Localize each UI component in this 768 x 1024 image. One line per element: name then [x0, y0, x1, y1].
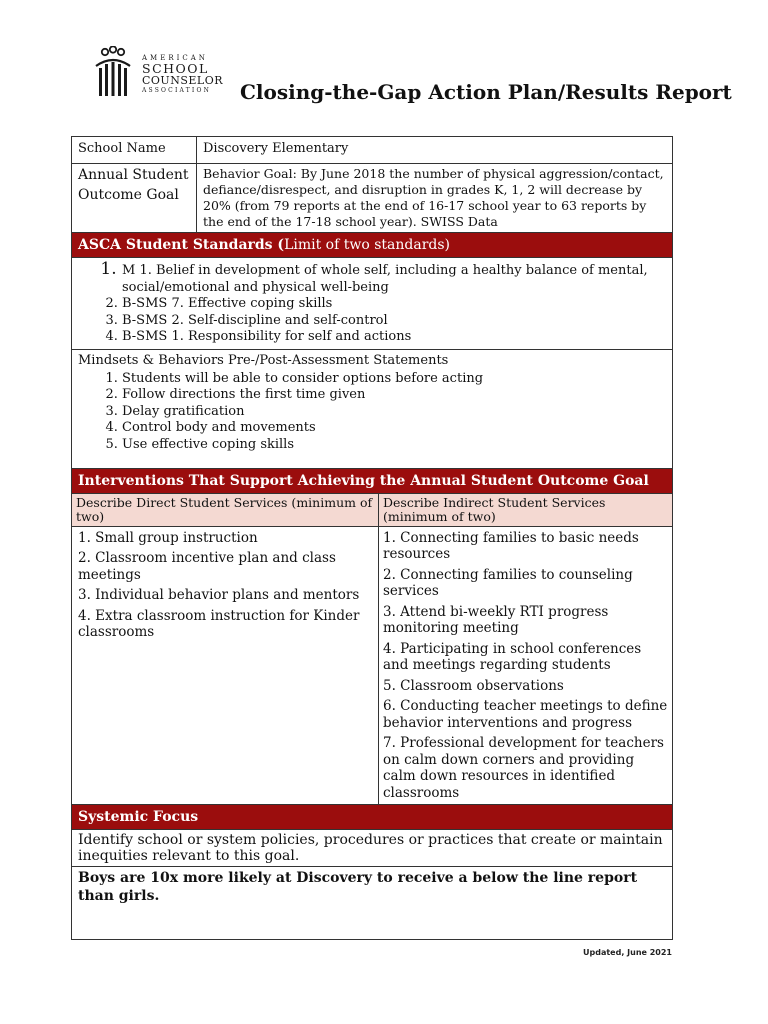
mindsets-row — [72, 349, 673, 468]
list-item: 1. Students will be able to consider options before acting — [122, 371, 666, 388]
updated-date: Updated, June 2021 — [583, 948, 672, 957]
systemic-answer-row — [72, 867, 673, 940]
list-item: 2. B-SMS 7. Effective coping skills — [122, 296, 666, 313]
list-item: 1. Small group instruction — [78, 529, 258, 546]
mindsets-list — [78, 371, 666, 454]
list-item: 1. M 1. Belief in development of whole self, including a healthy balance of mental, social/emotional and physical well-being — [122, 261, 666, 296]
standards-row — [72, 258, 673, 350]
list-item: 2. Connecting families to counseling services — [383, 566, 633, 599]
indirect-services-label: Describe Indirect Student Services (minimum of two) — [379, 493, 673, 526]
goal-value: Behavior Goal: By June 2018 the number of physical aggression/contact, defiance/disrespect, and disruption in grades K, 1, 2 will decrease by 20% (from 79 reports at the end of 16-17 school year to 63 reports by the end of the 17-18 school year). SWISS Data — [197, 164, 673, 233]
systemic-prompt-row — [72, 830, 673, 867]
document-header — [88, 44, 732, 104]
mindsets-cell — [72, 349, 673, 468]
indirect-services-cell — [379, 526, 673, 805]
standards-list — [78, 261, 666, 346]
asca-logo-icon — [94, 46, 132, 100]
list-item: 3. Individual behavior plans and mentors — [78, 587, 360, 603]
logo-line-american: AMERICAN — [142, 54, 208, 62]
list-item: 5. Use effective coping skills — [122, 437, 666, 454]
list-item: 4. Control body and movements — [122, 420, 666, 437]
list-item: 4. Participating in school conferences and meetings regarding students — [383, 640, 642, 673]
direct-services-cell — [72, 526, 379, 805]
school-name-value: Discovery Elementary — [197, 137, 673, 164]
list-item: 4. Extra classroom instruction for Kinder classrooms — [78, 607, 360, 640]
direct-services-label: Describe Direct Student Services (minimum of two) — [72, 493, 379, 526]
interventions-header-row — [72, 468, 673, 493]
list-item: 3. Attend bi-weekly RTI progress monitoring meeting — [383, 603, 609, 636]
services-header-row — [72, 493, 673, 526]
list-item: 4. B-SMS 1. Responsibility for self and actions — [122, 329, 666, 346]
services-row — [72, 526, 673, 805]
list-item: 3. Delay gratification — [122, 404, 666, 421]
school-name-label: School Name — [72, 137, 197, 164]
logo-line-association: ASSOCIATION — [142, 87, 212, 94]
systemic-answer: Boys are 10x more likely at Discovery to receive a below the line report than girls. — [72, 867, 673, 940]
action-plan-table — [71, 136, 673, 940]
list-item: 1. Connecting families to basic needs resources — [383, 529, 639, 562]
standards-header-row — [72, 233, 673, 258]
standards-header-rest: Limit of two standards) — [284, 237, 450, 253]
list-item: 3. B-SMS 2. Self-discipline and self-control — [122, 313, 666, 330]
systemic-header-row — [72, 805, 673, 830]
goal-row — [72, 164, 673, 233]
interventions-header: Interventions That Support Achieving the Annual Student Outcome Goal — [72, 468, 673, 493]
list-item: 5. Classroom observations — [383, 677, 564, 694]
goal-label: Annual Student Outcome Goal — [72, 164, 197, 233]
systemic-header: Systemic Focus — [72, 805, 673, 830]
school-name-row — [72, 137, 673, 164]
list-item: 6. Conducting teacher meetings to define behavior interventions and progress — [383, 698, 668, 731]
page-title: Closing-the-Gap Action Plan/Results Report — [240, 80, 732, 104]
standards-header — [72, 233, 673, 258]
logo-line-counselor: COUNSELOR — [142, 74, 224, 87]
list-item: 2. Classroom incentive plan and class meetings — [78, 550, 336, 583]
standards-cell — [72, 258, 673, 350]
mindsets-label: Mindsets & Behaviors Pre-/Post-Assessment Statements — [78, 352, 449, 368]
list-item: 2. Follow directions the first time given — [122, 387, 666, 404]
asca-logo-text — [142, 54, 223, 95]
standards-header-bold: ASCA Student Standards ( — [78, 237, 285, 253]
systemic-prompt: Identify school or system policies, procedures or practices that create or maintain inequities relevant to this goal. — [72, 830, 673, 867]
logo-line-school: SCHOOL — [142, 61, 209, 76]
list-item: 7. Professional development for teachers on calm down corners and providing calm down resources in identified classrooms — [383, 735, 664, 801]
